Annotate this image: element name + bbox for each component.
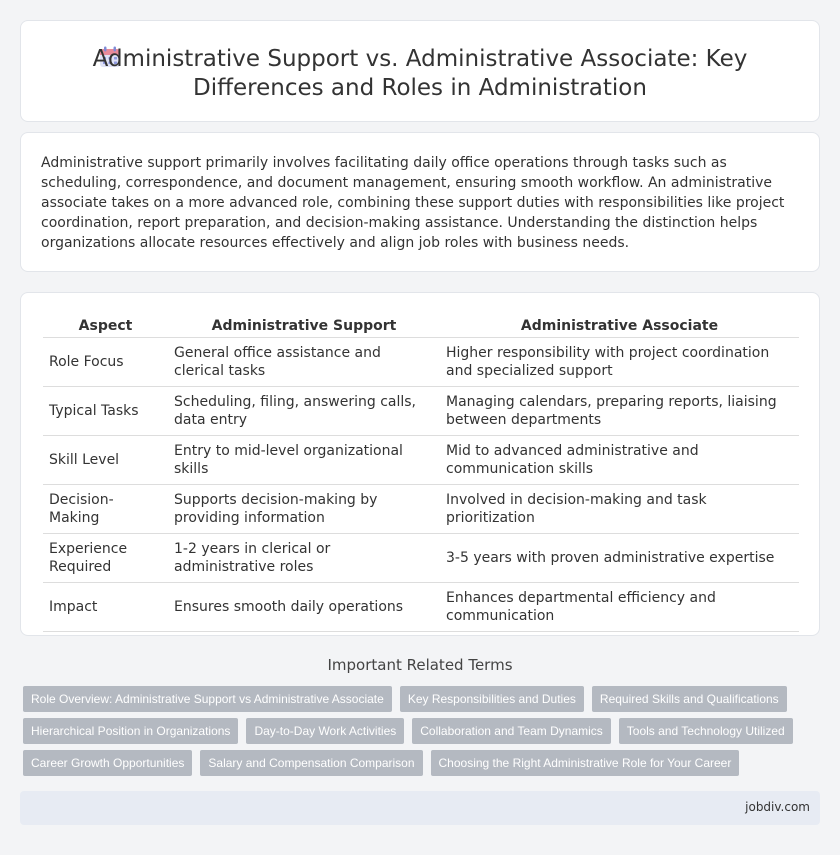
- row-associate: 3-5 years with proven administrative expertise: [440, 534, 799, 583]
- table-header-row: [43, 315, 799, 338]
- row-support: Supports decision-making by providing information: [168, 485, 440, 534]
- row-support: 1-2 years in clerical or administrative roles: [168, 534, 440, 583]
- row-associate: Managing calendars, preparing reports, liaising between departments: [440, 387, 799, 436]
- table-row: [43, 387, 799, 436]
- related-tag[interactable]: Salary and Compensation Comparison: [200, 750, 422, 776]
- table-row: [43, 485, 799, 534]
- row-aspect: Impact: [43, 583, 168, 632]
- page-title: Administrative Support vs. Administrative Associate: Key Differences and Roles in Administration: [92, 46, 748, 101]
- title-card: [20, 20, 820, 122]
- row-support: Ensures smooth daily operations: [168, 583, 440, 632]
- table-row: [43, 534, 799, 583]
- row-aspect: Typical Tasks: [43, 387, 168, 436]
- related-tag[interactable]: Required Skills and Qualifications: [592, 686, 787, 712]
- row-support: General office assistance and clerical tasks: [168, 338, 440, 387]
- related-tag[interactable]: Key Responsibilities and Duties: [400, 686, 584, 712]
- related-tag[interactable]: Career Growth Opportunities: [23, 750, 192, 776]
- related-tag[interactable]: Role Overview: Administrative Support vs Administrative Associate: [23, 686, 392, 712]
- comparison-card: [20, 292, 820, 636]
- intro-card: [20, 132, 820, 272]
- header-aspect: Aspect: [43, 315, 168, 338]
- related-terms-tags: [20, 686, 820, 782]
- row-aspect: Role Focus: [43, 338, 168, 387]
- related-tag[interactable]: Day-to-Day Work Activities: [246, 718, 404, 744]
- table-row: [43, 338, 799, 387]
- related-terms-heading: Important Related Terms: [327, 656, 513, 674]
- row-associate: Involved in decision-making and task prioritization: [440, 485, 799, 534]
- site-link[interactable]: jobdiv.com: [745, 800, 810, 814]
- row-associate: Enhances departmental efficiency and communication: [440, 583, 799, 632]
- row-support: Entry to mid-level organizational skills: [168, 436, 440, 485]
- intro-paragraph: Administrative support primarily involves facilitating daily office operations through tasks such as scheduling, correspondence, and document management, ensuring smooth workflow. An administrative associate takes on a more advanced role, combining these support duties with responsibilities like project coordination, report preparation, and decision-making assistance. Understanding the distinction helps organizations allocate resources effectively and align job roles with business needs.: [41, 155, 785, 251]
- related-tag[interactable]: Hierarchical Position in Organizations: [23, 718, 238, 744]
- footer: [20, 791, 820, 825]
- related-tag[interactable]: Tools and Technology Utilized: [619, 718, 793, 744]
- row-associate: Higher responsibility with project coordination and specialized support: [440, 338, 799, 387]
- table-row: [43, 583, 799, 632]
- row-associate: Mid to advanced administrative and communication skills: [440, 436, 799, 485]
- related-tag[interactable]: Collaboration and Team Dynamics: [412, 718, 611, 744]
- header-admin-support: Administrative Support: [168, 315, 440, 338]
- related-tag[interactable]: Choosing the Right Administrative Role for Your Career: [431, 750, 740, 776]
- header-admin-associate: Administrative Associate: [440, 315, 799, 338]
- row-aspect: Decision-Making: [43, 485, 168, 534]
- table-row: [43, 436, 799, 485]
- row-aspect: Skill Level: [43, 436, 168, 485]
- row-aspect: Experience Required: [43, 534, 168, 583]
- comparison-table: [43, 315, 799, 632]
- row-support: Scheduling, filing, answering calls, data entry: [168, 387, 440, 436]
